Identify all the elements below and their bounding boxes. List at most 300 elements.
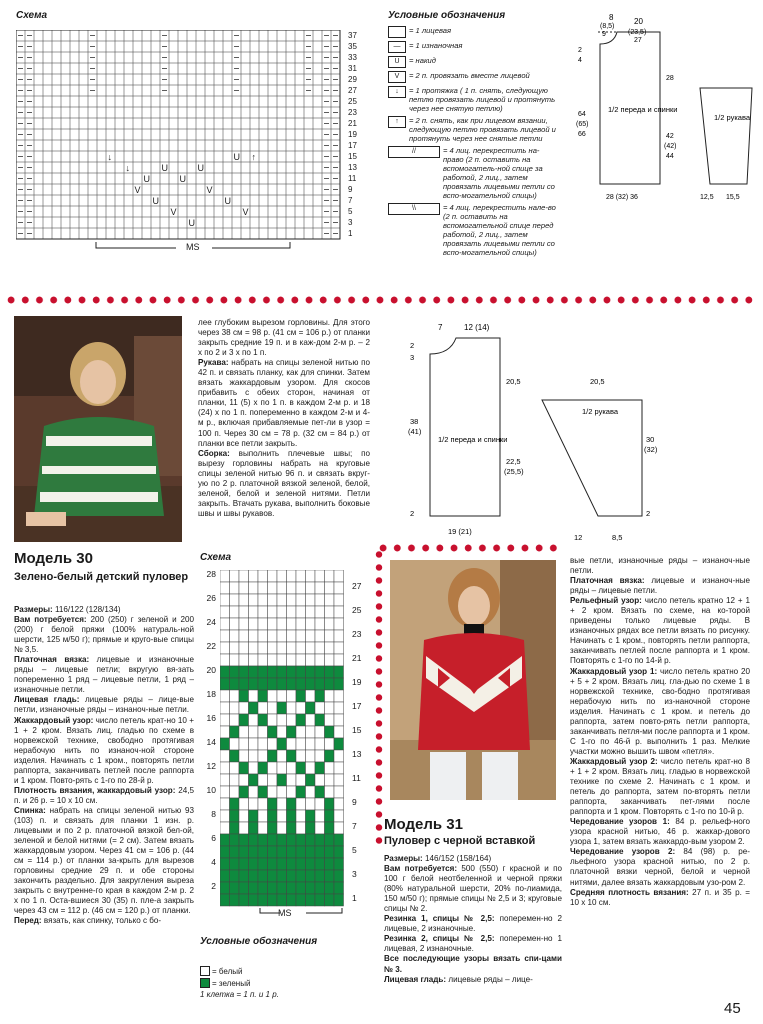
chart2-cell [239, 678, 249, 690]
dim-42: 42 [666, 133, 674, 140]
chart2-cell [220, 834, 230, 846]
chart2-cell [230, 678, 240, 690]
chart2-cell [334, 606, 344, 618]
chart2-cell [296, 606, 306, 618]
chart2-cell [239, 762, 249, 774]
legend-text: = 1 протяжка ( 1 п. снять, следующую петлю провязать лицевой и протянуть через нее снятую петлю) [409, 86, 556, 113]
chart2-cell [306, 762, 316, 774]
chart2-cell [249, 810, 259, 822]
chart2-cell [220, 726, 230, 738]
chart2-cell [287, 858, 297, 870]
chart2-cell [315, 702, 325, 714]
chart2-cell [239, 810, 249, 822]
chart2-cell [239, 582, 249, 594]
chart2-left-label: 22 [206, 641, 216, 651]
chart2-title: Схема [200, 552, 232, 563]
chart2-cell [230, 594, 240, 606]
chart2-cell [287, 570, 297, 582]
chart2-cell [220, 618, 230, 630]
chart2-cell [258, 882, 268, 894]
top-row-label: 1 [348, 229, 353, 238]
dim-2b: 2 [410, 509, 415, 518]
chart2-cell [230, 690, 240, 702]
chart2-cell [334, 882, 344, 894]
chart2-cell [249, 654, 259, 666]
chart2-cell [287, 810, 297, 822]
dim-27: 27 [634, 37, 642, 44]
chart2-cell [277, 786, 287, 798]
chart2-cell [277, 714, 287, 726]
chart2-cell [239, 630, 249, 642]
top-row-label: 7 [348, 196, 353, 205]
dim-12: 12 [574, 533, 583, 542]
chart2-cell [230, 822, 240, 834]
chart2-cell [258, 690, 268, 702]
separator-dots-model31 [376, 544, 562, 552]
dim-7: 7 [438, 323, 443, 332]
chart2-cell [239, 714, 249, 726]
chart2-cell [315, 570, 325, 582]
chart2-cell [306, 858, 316, 870]
chart2-cell [249, 822, 259, 834]
chart2-cell [220, 738, 230, 750]
chart2-cell [220, 642, 230, 654]
chart2-right-label: 11 [352, 773, 361, 783]
dim-8-5: 8,5 [612, 533, 623, 542]
chart2-cell [296, 582, 306, 594]
chart2-cell [230, 618, 240, 630]
white-swatch [200, 966, 210, 976]
top-row-label: 15 [348, 152, 357, 161]
chart2-cell [325, 570, 335, 582]
chart2-cell [239, 834, 249, 846]
legend-text: = 4 лиц. перекрестить нале-во (2 п. оставить на вспомогательной спице перед работой, 2 лиц., затем провязать лицевыми петли со вспо-могательной спицы) [443, 203, 556, 257]
chart2-cell [249, 774, 259, 786]
chart2-cell [287, 894, 297, 906]
chart2-cell [334, 762, 344, 774]
chart2-cell [315, 606, 325, 618]
chart2-cell [296, 570, 306, 582]
chart2-cell [239, 606, 249, 618]
stitch-symbol: U [152, 196, 159, 206]
dim-41: (41) [408, 427, 422, 436]
front-back-label: 1/2 переда и спинки [608, 105, 678, 114]
chart2-cell [220, 846, 230, 858]
top-row-label: 23 [348, 108, 357, 117]
chart2-cell [325, 678, 335, 690]
chart2-cell [249, 738, 259, 750]
chart2-right-label: 13 [352, 749, 362, 759]
top-row-label: 27 [348, 86, 357, 95]
chart2-cell [334, 690, 344, 702]
chart2-cell [249, 570, 259, 582]
chart2-cell [230, 714, 240, 726]
chart2-cell [325, 738, 335, 750]
chart2-left-label: 10 [206, 785, 216, 795]
chart2-cell [258, 834, 268, 846]
chart2-cell [315, 774, 325, 786]
chart2-left-label: 16 [206, 713, 216, 723]
chart2-cell [325, 690, 335, 702]
chart2-cell [306, 810, 316, 822]
chart2-cell [315, 690, 325, 702]
chart2-legend-white: = белый [200, 966, 242, 976]
chart2-cell [249, 750, 259, 762]
legend-top-item [388, 116, 558, 143]
chart2-cell [277, 834, 287, 846]
chart2-cell [220, 690, 230, 702]
chart2-cell [258, 822, 268, 834]
legend-symbol-icon: ↑ [388, 116, 406, 128]
chart2-cell [239, 642, 249, 654]
chart2-cell [258, 858, 268, 870]
chart2-cell [296, 714, 306, 726]
top-row-label: 5 [348, 207, 353, 216]
chart2-cell [315, 738, 325, 750]
chart2-cell [277, 630, 287, 642]
chart2-cell [239, 570, 249, 582]
chart2-cell [277, 666, 287, 678]
model30-header [14, 550, 194, 584]
chart2-cell [268, 822, 278, 834]
chart2-cell [296, 798, 306, 810]
separator-dots-top [4, 296, 759, 304]
chart2-cell [315, 582, 325, 594]
top-row-label: 37 [348, 31, 357, 40]
chart2-cell [220, 630, 230, 642]
dim-42b: (42) [664, 143, 677, 150]
chart2-cell [239, 798, 249, 810]
chart2-cell [258, 738, 268, 750]
chart2-cell [258, 750, 268, 762]
stitch-symbol: U [188, 218, 195, 228]
chart2-cell [258, 810, 268, 822]
chart2-cell [325, 774, 335, 786]
dim-19-21: 19 (21) [448, 527, 472, 536]
dim-12-5: 12,5 [700, 194, 714, 201]
legend-symbol-icon: V [388, 71, 406, 83]
chart2-right-label: 17 [352, 701, 362, 711]
chart2-cell [258, 762, 268, 774]
chart2-cell [249, 882, 259, 894]
chart2-cell [268, 618, 278, 630]
chart2-cell [287, 654, 297, 666]
chart2-cell [268, 834, 278, 846]
chart2-cell [334, 726, 344, 738]
chart2-cell [277, 858, 287, 870]
chart2-cell [268, 882, 278, 894]
chart2-cell [239, 726, 249, 738]
chart2-cell [306, 642, 316, 654]
chart2-left-label: 6 [211, 833, 216, 843]
chart2-cell [277, 618, 287, 630]
chart2-ms: MS [278, 908, 292, 918]
dim-12-14: 12 (14) [464, 323, 490, 332]
chart2-cell [306, 882, 316, 894]
chart2-cell [315, 750, 325, 762]
dim-25-5: (25,5) [504, 467, 524, 476]
stitch-symbol: U [197, 163, 204, 173]
chart2-cell [325, 606, 335, 618]
chart2-cell [277, 606, 287, 618]
chart2-cell [258, 726, 268, 738]
chart2-cell [287, 702, 297, 714]
dim-2: 2 [578, 47, 582, 54]
chart2-cell [315, 894, 325, 906]
dim-4: 4 [578, 57, 582, 64]
chart2-cell [249, 606, 259, 618]
sleeve-label: 1/2 рукава [714, 113, 751, 122]
chart2-cell [287, 582, 297, 594]
chart2-cell [277, 570, 287, 582]
chart2-cell [287, 678, 297, 690]
chart2-cell [296, 846, 306, 858]
chart2-cell [334, 750, 344, 762]
dim-2a: 2 [410, 341, 415, 350]
chart2-cell [258, 786, 268, 798]
chart2-cell [287, 714, 297, 726]
chart2-cell [287, 750, 297, 762]
chart2-cell [334, 678, 344, 690]
chart2-cell [230, 570, 240, 582]
chart2-cell [268, 798, 278, 810]
chart2-cell [230, 630, 240, 642]
chart2-cell [268, 870, 278, 882]
chart2-right-label: 9 [352, 797, 357, 807]
chart2-cell [258, 702, 268, 714]
chart2-cell [296, 726, 306, 738]
chart2-cell [268, 810, 278, 822]
chart2-cell [220, 894, 230, 906]
chart2-cell [325, 630, 335, 642]
chart2-cell [230, 894, 240, 906]
legend-text: = 2 п. провязать вместе лицевой [409, 71, 530, 80]
chart2-cell [249, 618, 259, 630]
chart2-right-label: 19 [352, 677, 362, 687]
chart2-cell [296, 774, 306, 786]
chart2-cell [325, 846, 335, 858]
chart2-cell [334, 846, 344, 858]
chart2-cell [249, 582, 259, 594]
dim-15-5: 15,5 [726, 194, 740, 201]
top-row-label: 21 [348, 119, 357, 128]
chart2-cell [277, 594, 287, 606]
chart2-cell [306, 738, 316, 750]
chart2-left-label: 28 [206, 569, 216, 579]
chart2-left-label: 26 [206, 593, 216, 603]
chart2-cell [334, 834, 344, 846]
chart2-cell [239, 750, 249, 762]
top-row-label: 19 [348, 130, 357, 139]
chart2-cell [315, 858, 325, 870]
chart2-cell [258, 894, 268, 906]
chart2-cell [220, 750, 230, 762]
chart2-cell [287, 594, 297, 606]
stitch-symbol: ↑ [251, 152, 256, 162]
legend-top-item [388, 56, 558, 68]
stitch-symbol: ↓ [125, 163, 130, 173]
chart2-cell [277, 642, 287, 654]
chart2-right-label: 15 [352, 725, 362, 735]
chart2-cell [315, 786, 325, 798]
chart2-cell [230, 870, 240, 882]
chart2-cell [258, 570, 268, 582]
chart2-cell [325, 894, 335, 906]
chart2-cell [268, 762, 278, 774]
chart2-cell [315, 630, 325, 642]
chart2-cell [296, 738, 306, 750]
chart2-cell [287, 834, 297, 846]
chart2-cell [325, 726, 335, 738]
model30-text-col2: лее глубоким вырезом горловины. Для этого через 38 см = 98 р. (41 см = 106 р.) от планки закрыть средние 19 п. и в каж-дом 2-м р. – 2 х по 2 и 3 х по 1 п. Рукава: набрать на спицы зеленой нитью по 42 п. и связать планку, как для спинки. Затем вязать жаккардовым узором. Для скосов прибавить с обеих сторон, начиная от планки, 11 (5) х по 1 п. в каждом 2-м р. и 18 (24) х по 1 п. попеременно в каждом 2-м и 4-м р., включая прибавляемые пет-ли в узор = 100 п. Через 30 см = 78 р. (32 см = 84 р.) от планки все петли закрыть. Сборка: выполнить плечевые швы; по вырезу горловины набрать на круговые спицы зеленой нитью 96 п. и связать вкруг-ую по 2 р. платочной вязкой зеленой, белой, зеленой, белой и зеленой нитями. Петли закрыть. Втачать рукава, выполнить боковые швы и швы рукавов. [198, 318, 370, 518]
chart2-cell-note: 1 клетка = 1 п. и 1 р. [200, 990, 279, 999]
chart2-cell [230, 882, 240, 894]
chart2-cell [325, 702, 335, 714]
top-row-label: 17 [348, 141, 357, 150]
chart2-cell [249, 786, 259, 798]
chart2-cell [258, 618, 268, 630]
chart2-cell [325, 594, 335, 606]
chart2-cell [325, 642, 335, 654]
page-number: 45 [724, 1000, 741, 1017]
chart2-cell [334, 894, 344, 906]
chart2-cell [315, 834, 325, 846]
chart2-cell [306, 678, 316, 690]
chart2-cell [239, 894, 249, 906]
top-row-label: 11 [348, 174, 357, 183]
mid-schematic [402, 316, 742, 544]
chart2-cell [220, 606, 230, 618]
chart2-cell [296, 870, 306, 882]
chart2-cell [268, 750, 278, 762]
chart2-cell [239, 846, 249, 858]
chart2-cell [287, 690, 297, 702]
chart2-cell [230, 858, 240, 870]
chart2-cell [220, 822, 230, 834]
chart2-cell [220, 702, 230, 714]
chart2-cell [315, 666, 325, 678]
chart2-cell [258, 654, 268, 666]
chart2-cell [268, 630, 278, 642]
legend-symbol-icon: ↓ [388, 86, 406, 98]
chart2-right-label: 25 [352, 605, 362, 615]
top-row-label: 25 [348, 97, 357, 106]
chart2-cell [306, 750, 316, 762]
chart2-cell [230, 846, 240, 858]
chart2-cell [315, 822, 325, 834]
chart2-cell [287, 822, 297, 834]
chart2-cell [325, 762, 335, 774]
stitch-symbol: V [206, 185, 213, 195]
chart2-cell [277, 582, 287, 594]
chart2-cell [230, 606, 240, 618]
chart2-cell [230, 810, 240, 822]
chart2-cell [306, 582, 316, 594]
chart2-cell [220, 582, 230, 594]
chart2-cell [277, 894, 287, 906]
stitch-symbol: V [242, 207, 249, 217]
top-row-label: 3 [348, 218, 353, 227]
mid-sleeve-label: 1/2 рукава [582, 407, 619, 416]
chart2-cell [334, 822, 344, 834]
chart2-cell [334, 870, 344, 882]
chart2-cell [230, 726, 240, 738]
legend-top [388, 10, 558, 260]
chart2-cell [249, 594, 259, 606]
dim-23-5: (23,5) [628, 29, 647, 36]
chart2-cell [258, 606, 268, 618]
chart2-cell [249, 630, 259, 642]
chart2-cell [268, 846, 278, 858]
chart2-cell [277, 738, 287, 750]
chart2-cell [315, 678, 325, 690]
top-chart-grid [16, 30, 344, 242]
legend-text: = 4 лиц. перекрестить на-право (2 п. оставить на вспомогатель-ной спице за работой, 2 лиц., затем провязать лицевыми петли со вспо-могательной спицы) [443, 146, 555, 200]
chart2-cell [268, 654, 278, 666]
chart2-cell [239, 738, 249, 750]
legend-top-title: Условные обозначения [388, 10, 506, 21]
chart2-cell [249, 690, 259, 702]
model31-photo [390, 560, 556, 800]
chart2-cell [258, 594, 268, 606]
chart2-right-label: 5 [352, 845, 357, 855]
chart2-cell [287, 846, 297, 858]
chart2 [200, 552, 370, 1022]
chart2-cell [306, 630, 316, 642]
chart2-cell [325, 714, 335, 726]
dim-8-5: (8,5) [600, 23, 615, 30]
chart2-cell [296, 690, 306, 702]
chart2-cell [334, 630, 344, 642]
dim-28: 28 [666, 75, 674, 82]
chart2-cell [268, 666, 278, 678]
chart2-cell [249, 870, 259, 882]
stitch-symbol: V [170, 207, 177, 217]
chart2-cell [334, 570, 344, 582]
chart2-cell [268, 582, 278, 594]
chart2-cell [268, 726, 278, 738]
top-row-label: 31 [348, 64, 357, 73]
model31-title: Пуловер с черной вставкой [384, 835, 536, 847]
chart2-cell [249, 858, 259, 870]
chart2-cell [230, 738, 240, 750]
chart2-cell [277, 822, 287, 834]
chart2-cell [334, 714, 344, 726]
chart2-cell [220, 594, 230, 606]
chart2-cell [277, 762, 287, 774]
chart2-cell [249, 834, 259, 846]
chart2-cell [315, 726, 325, 738]
legend-symbol-icon: \\ [388, 203, 440, 215]
chart2-cell [258, 666, 268, 678]
chart2-cell [287, 726, 297, 738]
chart2-cell [315, 810, 325, 822]
legend-symbol-icon: U [388, 56, 406, 68]
chart2-cell [249, 894, 259, 906]
chart2-cell [296, 750, 306, 762]
chart2-cell [325, 582, 335, 594]
chart2-left-label: 20 [206, 665, 216, 675]
chart2-cell [334, 774, 344, 786]
chart2-cell [306, 690, 316, 702]
chart2-cell [325, 786, 335, 798]
chart2-cell [220, 798, 230, 810]
chart2-cell [296, 786, 306, 798]
chart2-cell [296, 894, 306, 906]
stitch-symbol: U [224, 196, 231, 206]
chart2-cell [306, 594, 316, 606]
chart2-cell [315, 882, 325, 894]
